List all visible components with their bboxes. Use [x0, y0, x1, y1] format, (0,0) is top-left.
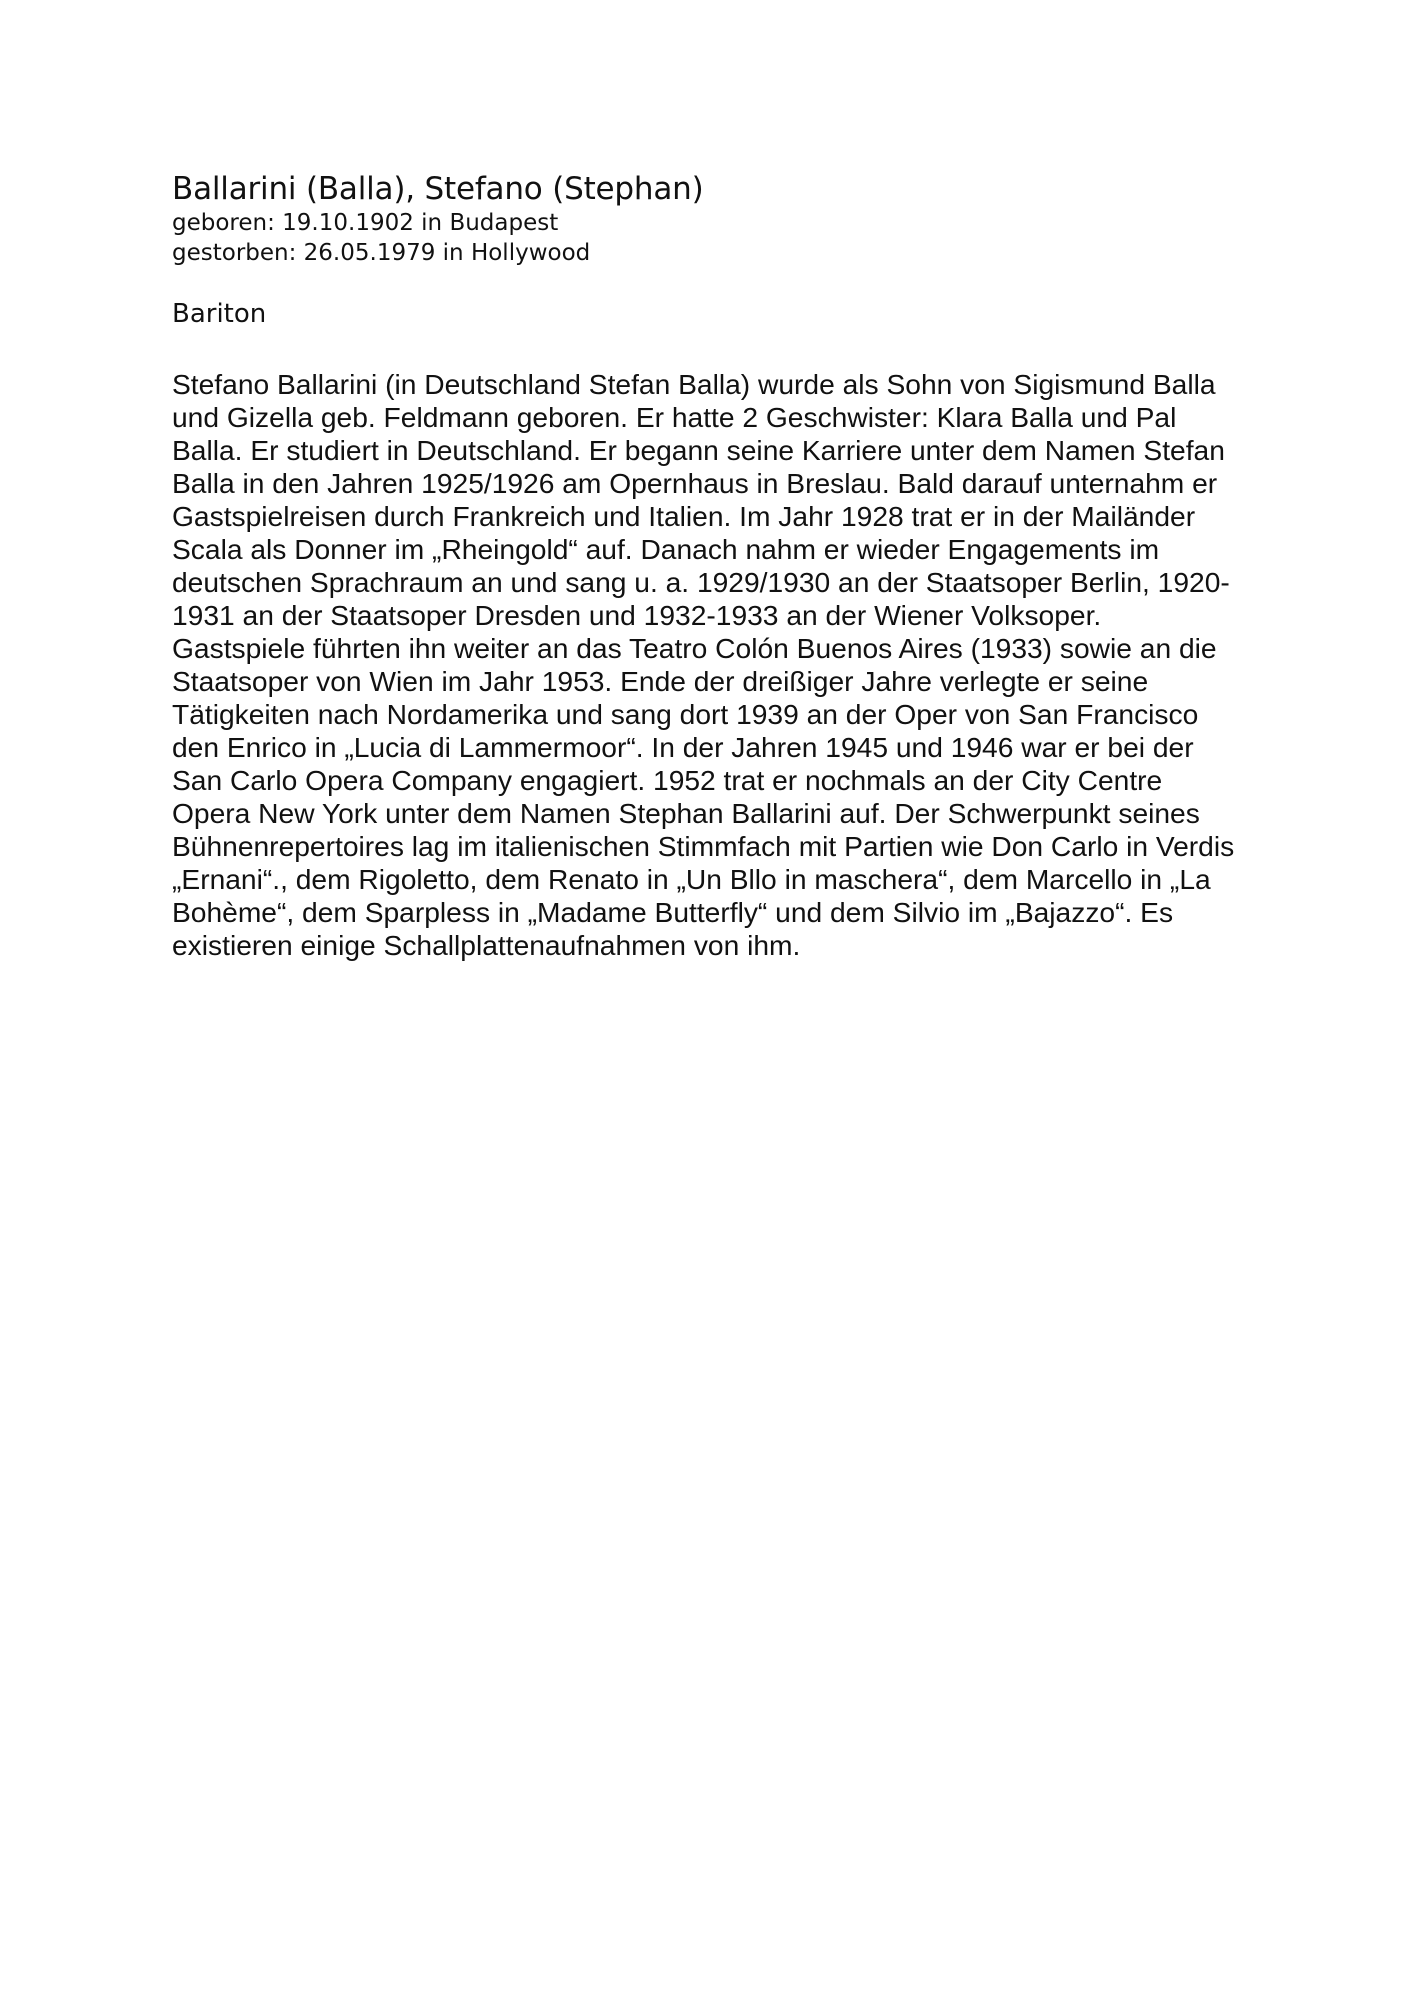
biography-line: Gastspiele führten ihn weiter an das Teatro Colón Buenos Aires (1933) sowie an die	[172, 632, 1217, 664]
biography-line: Balla. Er studiert in Deutschland. Er begann seine Karriere unter dem Namen Stefan	[172, 434, 1225, 466]
biography-line: Scala als Donner im „Rheingold“ auf. Danach nahm er wieder Engagements im	[172, 533, 1160, 565]
biography-line: Tätigkeiten nach Nordamerika und sang dort 1939 an der Oper von San Francisco	[172, 698, 1199, 730]
biography-line: den Enrico in „Lucia di Lammermoor“. In der Jahren 1945 und 1946 war er bei der	[172, 731, 1194, 763]
death-info: gestorben: 26.05.1979 in Hollywood	[172, 240, 591, 266]
biography-line: und Gizella geb. Feldmann geboren. Er hatte 2 Geschwister: Klara Balla und Pal	[172, 401, 1177, 433]
person-name-heading: Ballarini (Balla), Stefano (Stephan)	[172, 171, 704, 207]
biography-line: „Ernani“., dem Rigoletto, dem Renato in „Un Bllo in maschera“, dem Marcello in „La	[172, 863, 1211, 895]
biography-paragraph	[172, 368, 1262, 962]
biography-line: Opera New York unter dem Namen Stephan Ballarini auf. Der Schwerpunkt seines	[172, 797, 1200, 829]
biography-line: existieren einige Schallplattenaufnahmen von ihm.	[172, 929, 801, 961]
biography-line: deutschen Sprachraum an und sang u. a. 1929/1930 an der Staatsoper Berlin, 1920-	[172, 566, 1230, 598]
biography-line: Bühnenrepertoires lag im italienischen Stimmfach mit Partien wie Don Carlo in Verdis	[172, 830, 1235, 862]
biography-line: Stefano Ballarini (in Deutschland Stefan Balla) wurde als Sohn von Sigismund Balla	[172, 368, 1216, 400]
birth-info: geboren: 19.10.1902 in Budapest	[172, 210, 559, 236]
biography-line: 1931 an der Staatsoper Dresden und 1932-1933 an der Wiener Volksoper.	[172, 599, 1102, 631]
biography-line: Gastspielreisen durch Frankreich und Italien. Im Jahr 1928 trat er in der Mailänder	[172, 500, 1196, 532]
document-page	[172, 170, 1262, 962]
biography-line: Bohème“, dem Sparpless in „Madame Butterfly“ und dem Silvio im „Bajazzo“. Es	[172, 896, 1174, 928]
biography-line: Staatsoper von Wien im Jahr 1953. Ende der dreißiger Jahre verlegte er seine	[172, 665, 1149, 697]
biography-line: San Carlo Opera Company engagiert. 1952 trat er nochmals an der City Centre	[172, 764, 1163, 796]
biography-line: Balla in den Jahren 1925/1926 am Opernhaus in Breslau. Bald darauf unternahm er	[172, 467, 1218, 499]
voice-type: Bariton	[172, 299, 267, 329]
